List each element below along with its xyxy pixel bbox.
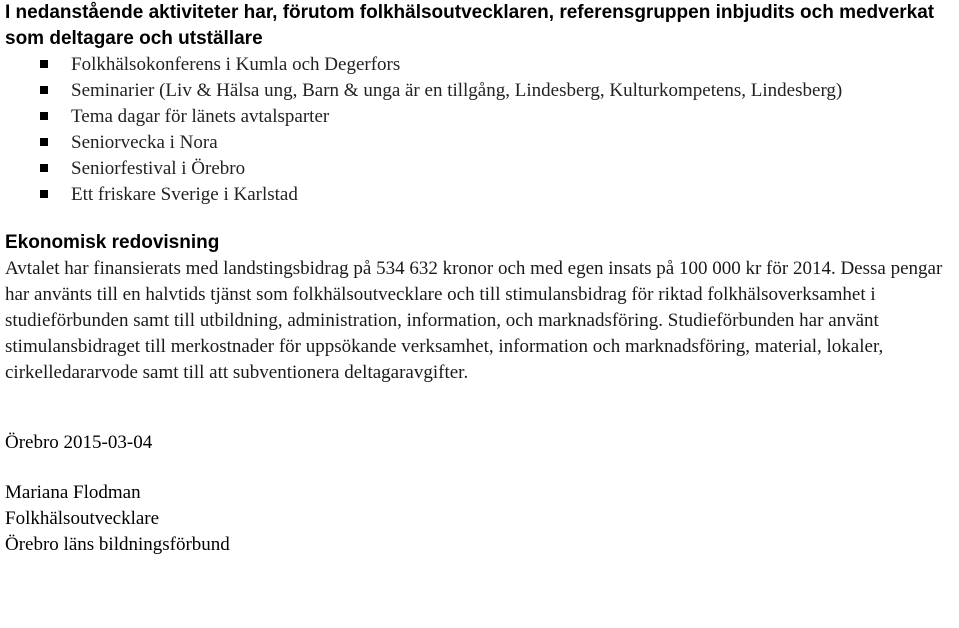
list-item (5, 182, 959, 208)
square-bullet-icon (40, 164, 48, 172)
list-item-text: Ett friskare Sverige i Karlstad (71, 184, 298, 205)
activities-heading: I nedanstående aktiviteter har, förutom folkhälsoutvecklaren, referensgruppen inbjudits och medverkat som deltagare och utställare (5, 2, 935, 49)
list-item-text: Seminarier (Liv & Hälsa ung, Barn & unga är en tillgång, Lindesberg, Kulturkompetens, Lindesberg) (71, 80, 843, 101)
list-item-text: Seniorfestival i Örebro (71, 158, 246, 179)
square-bullet-icon (40, 60, 48, 68)
list-item-text: Tema dagar för länets avtalsparter (71, 106, 330, 127)
document-body (5, 0, 959, 558)
signature-block (5, 480, 959, 558)
signatory-title: Folkhälsoutvecklare (5, 508, 160, 529)
economic-report-text: Avtalet har finansierats med landstingsbidrag på 534 632 kronor och med egen insats på 100 000 kr för 2014. Dessa pengar har använts till en halvtids tjänst som folkhälsoutvecklare och till stimulansbidrag för riktad folkhälsoverksamhet i studieförbunden samt till utbildning, administration, information, och marknadsföring. Studieförbunden har använt stimulansbidraget till merkostnader för uppsökande verksamhet, information och marknadsföring, material, lokaler, cirkelledararvode samt till att subventionera deltagaravgifter. (5, 258, 943, 383)
list-item (5, 78, 959, 104)
square-bullet-icon (40, 138, 48, 146)
list-item (5, 104, 959, 130)
activities-list (5, 52, 959, 208)
list-item (5, 52, 959, 78)
list-item (5, 156, 959, 182)
list-item (5, 130, 959, 156)
list-item-text: Seniorvecka i Nora (71, 132, 218, 153)
square-bullet-icon (40, 86, 48, 94)
signatory-organization: Örebro läns bildningsförbund (5, 534, 230, 555)
square-bullet-icon (40, 190, 48, 198)
place-and-date: Örebro 2015-03-04 (5, 432, 153, 453)
signatory-name: Mariana Flodman (5, 482, 141, 503)
list-item-text: Folkhälsokonferens i Kumla och Degerfors (71, 54, 401, 75)
square-bullet-icon (40, 112, 48, 120)
economic-report-heading: Ekonomisk redovisning (5, 232, 220, 253)
